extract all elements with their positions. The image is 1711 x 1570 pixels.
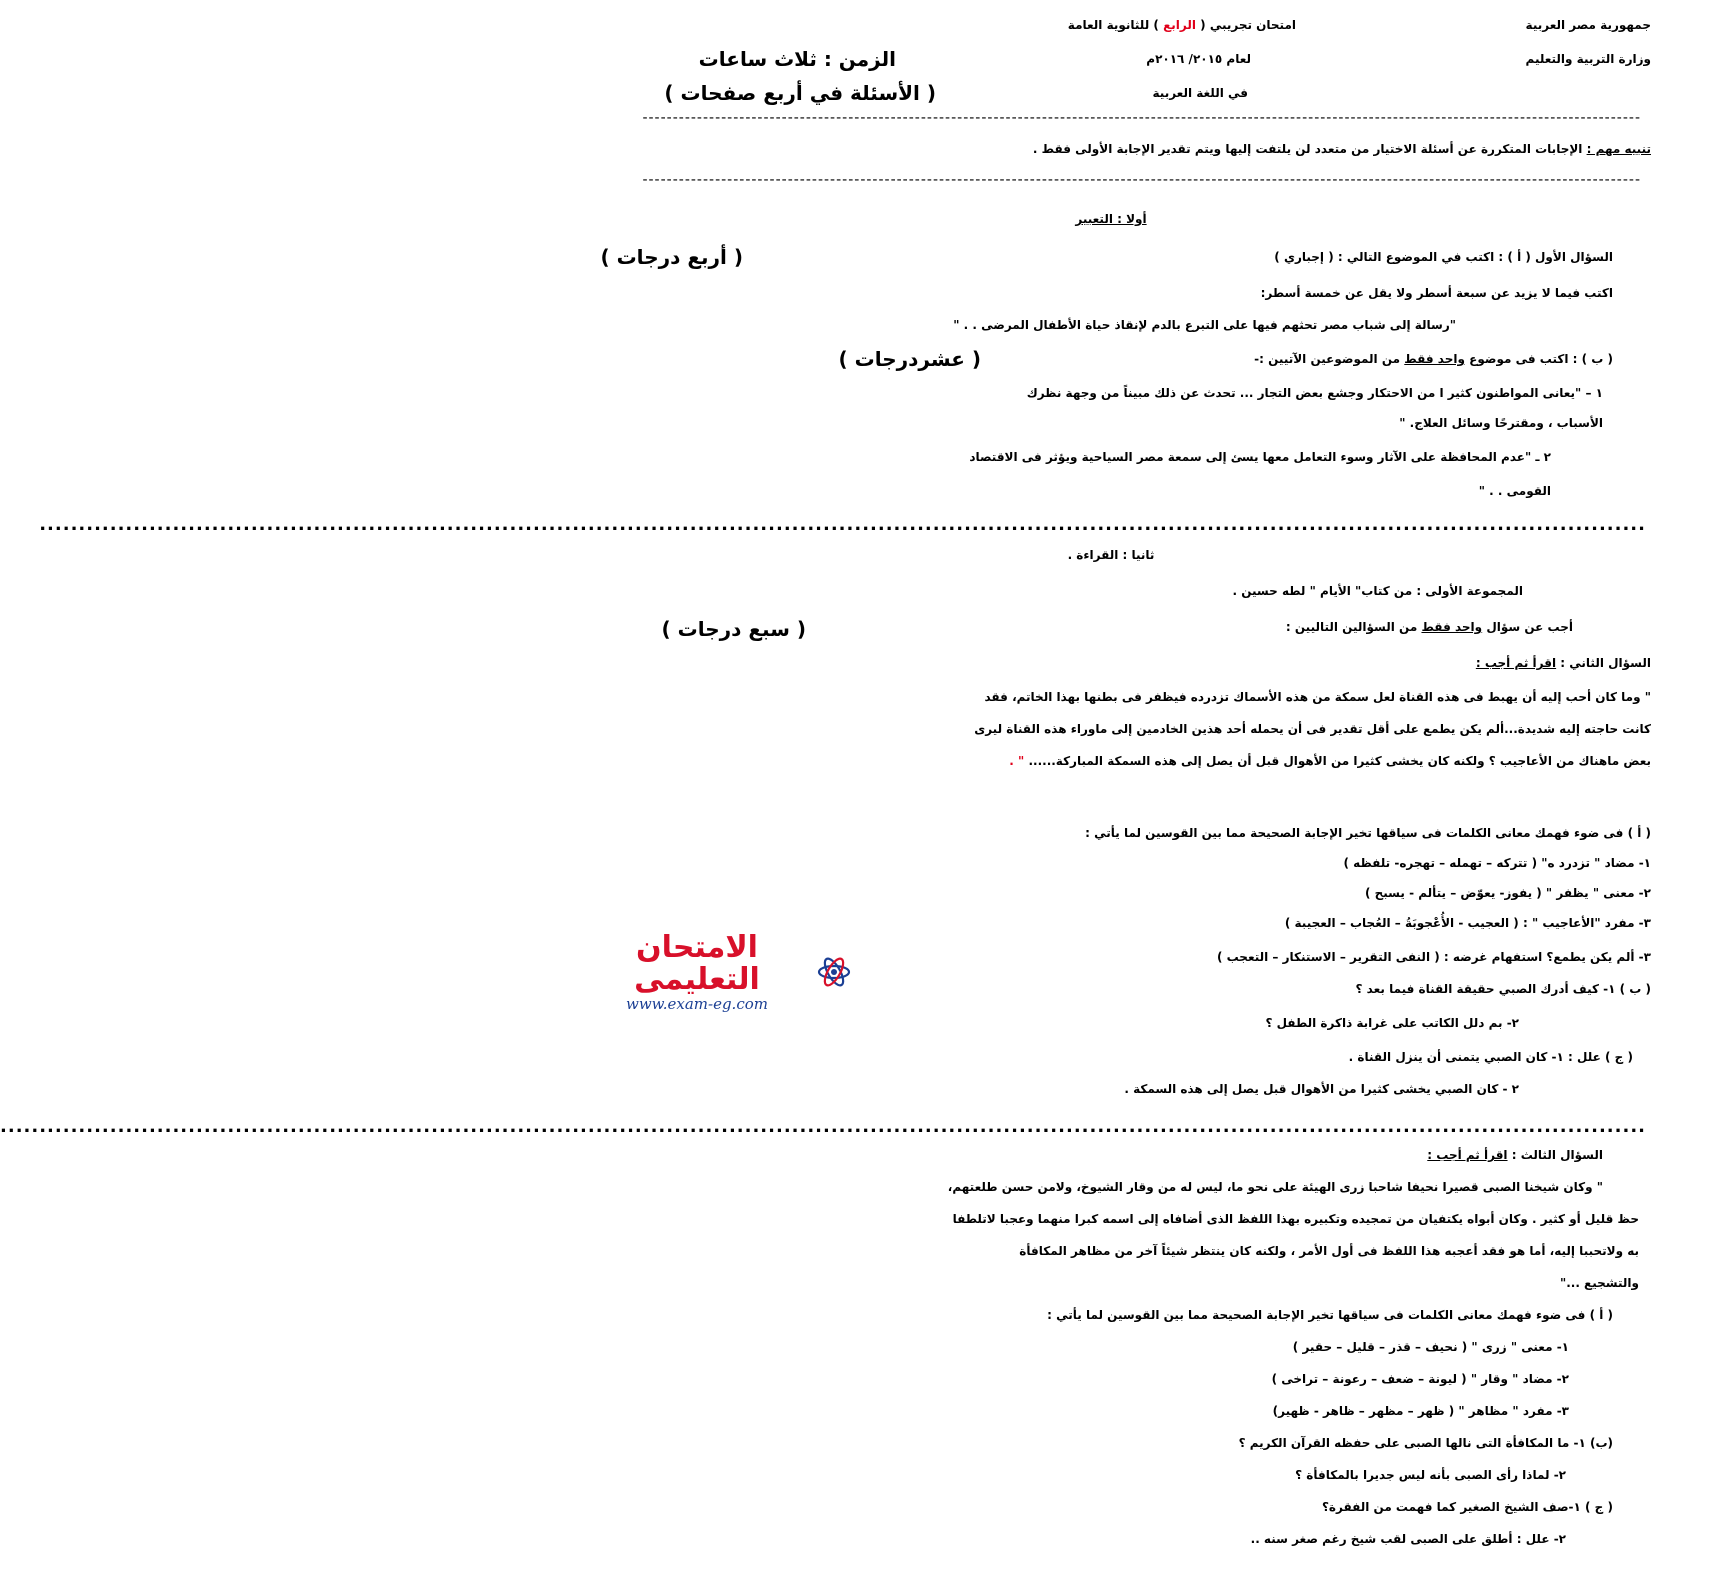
header-subject: في اللغة العربية	[1152, 86, 1248, 100]
logo-arabic: الامتحان التعليمى	[634, 930, 760, 997]
q1b-pre: ( ب ) : اكتب فى موضوع	[1469, 352, 1613, 366]
q3-a: ( أ ) فى ضوء فهمك معانى الكلمات فى سياقها تخير الإجابة الصحيحة مما بين القوسين لما يأتي :	[1047, 1308, 1613, 1322]
q3-passage-line4: والتشجيع ..."	[1559, 1276, 1639, 1290]
q2-passage-line3	[1009, 748, 1651, 774]
section2-title: ثانيا : القراءة .	[1067, 548, 1155, 562]
q1b-underlined: واحد فقط	[1404, 352, 1465, 366]
q1b-heading	[1254, 346, 1613, 372]
q3-instruction: اقرأ ثم أجب :	[1427, 1148, 1508, 1162]
q1b-topic2-line1: ٢ ـ "عدم المحافظة على الآثار وسوء التعامل معها يسئ إلى سمعة مصر السياحية ويؤثر فى الاقتصاد	[969, 450, 1551, 464]
answer-underlined: واحد فقط	[1421, 620, 1483, 634]
site-logo	[579, 932, 851, 1012]
q3-a3: ٣- مفرد " مظاهر " ( ظهر – مظهر – ظاهر - ظهير)	[1272, 1404, 1569, 1418]
q1b-marks: ( عشردرجات )	[838, 347, 981, 371]
q3-b1: (ب) ١- ما المكافأة التى نالها الصبى على حفظه القرآن الكريم ؟	[1238, 1436, 1613, 1450]
header-time: الزمن : ثلاث ساعات	[698, 47, 896, 71]
notice-label: تنبيه مهم :	[1586, 142, 1651, 156]
notice-divider: ---------------------------------------------------------------------------------------------------------------------------------------------------------------------	[642, 172, 1641, 188]
q1-topic: "رسالة إلى شباب مصر تحثهم فيها على التبرع بالدم لإنقاذ حياة الأطفال المرضى . . "	[953, 318, 1456, 332]
q3-passage-line1: " وكان شيخنا الصبى قصيرا نحيفا شاحبا زرى الهيئة على نحو ما، ليس له من وقار الشيوخ، ولامن حسن طلعتهم،	[947, 1180, 1603, 1194]
header-ministry: وزارة التربية والتعليم	[1525, 52, 1651, 66]
logo-text	[579, 932, 815, 1012]
q3-c2: ٢- علل : أطلق على الصبى لقب شيخ رغم صغر سنه ..	[1250, 1532, 1566, 1546]
answer-pre: أجب عن سؤال	[1486, 620, 1573, 634]
header-year: لعام ٢٠١٥/ ٢٠١٦م	[1146, 52, 1251, 66]
q1b-topic1-line2: الأسباب ، ومقترحًا وسائل العلاج. "	[1399, 416, 1603, 430]
q3-a2: ٢- مضاد " وقار " ( ليونة – ضعف – رعونة – تراخى )	[1271, 1372, 1569, 1386]
exam-title-pre: امتحان تجريبي (	[1200, 18, 1296, 32]
q1b-topic1-line1: ١ – "يعانى المواطنون كثير ا من الاحتكار وجشع بعض التجار ... تحدث عن ذلك مبيناً من وجهة نظرك	[1026, 386, 1603, 400]
q3-heading	[1427, 1142, 1603, 1168]
exam-title-post: ) للثانوية العامة	[1067, 18, 1159, 32]
q3-b2: ٢- لماذا رأى الصبى بأنه ليس جديرا بالمكافأة ؟	[1295, 1468, 1566, 1482]
q3-c1: ( ج ) ١-صف الشيخ الصغير كما فهمت من الفقرة؟	[1321, 1500, 1613, 1514]
q3-label: السؤال الثالث :	[1511, 1148, 1603, 1162]
q2-passage-line2: كانت حاجته إليه شديدة...ألم يكن يطمع على أقل تقدير فى أن يحمله أحد هذين الخادمين إلى ماوراء هذه القناة ليرى	[974, 722, 1651, 736]
header-divider: ---------------------------------------------------------------------------------------------------------------------------------------------------------------------	[642, 110, 1641, 126]
important-notice	[1033, 136, 1651, 162]
atom-icon	[817, 952, 851, 992]
exam-title-number: الرابع	[1163, 18, 1196, 32]
q2-c2: ٢ - كان الصبي يخشى كثيرا من الأهوال قبل يصل إلى هذه السمكة .	[1124, 1082, 1519, 1096]
q2-passage-end: " .	[1009, 754, 1025, 768]
q2-a: ( أ ) فى ضوء فهمك معانى الكلمات فى سياقها تخير الإجابة الصحيحة مما بين القوسين لما يأتي :	[1085, 826, 1651, 840]
q1b-topic2-line2: القومى . . "	[1478, 484, 1551, 498]
header-pages: ( الأسئلة في أربع صفحات )	[664, 81, 936, 105]
section2-divider: ..................................................................................................................................................................................................................	[0, 1116, 1646, 1137]
reading-answer-instruction	[1286, 614, 1573, 640]
q3-passage-line3: به ولاتحببا إليه، أما هو فقد أعجبه هذا اللفظ فى أول الأمر ، ولكنه كان ينتظر شيئاً آخر من مظاهر المكافأة	[1019, 1244, 1639, 1258]
q2-a1: ١- مضاد " تزدرد ه" ( تتركه – تهمله – تهجره- تلفظه )	[1343, 856, 1651, 870]
q2-heading	[1476, 650, 1651, 676]
q1-marks: ( أربع درجات )	[600, 245, 743, 269]
reading-marks: ( سبع درجات )	[661, 617, 806, 641]
q2-passage-text: بعض ماهناك من الأعاجيب ؟ ولكنه كان يخشى كثيرا من الأهوال قبل أن يصل إلى هذه السمكة المباركة......	[1028, 754, 1651, 768]
q2-instruction: اقرأ ثم أجب :	[1475, 656, 1557, 670]
header-exam-title	[1068, 12, 1296, 38]
q2-a4: ٣- ألم يكن يطمع؟ استفهام غرضه : ( النفى التقرير – الاستنكار – التعجب )	[1216, 950, 1651, 964]
q1-instruction: اكتب فيما لا يزيد عن سبعة أسطر ولا يقل عن خمسة أسطر:	[1260, 286, 1613, 300]
header-country: جمهورية مصر العربية	[1525, 18, 1651, 32]
section1-divider: .............................................................................................................................................................................................................	[39, 514, 1646, 535]
q3-a1: ١- معنى " زرى " ( نحيف – قذر – قليل – حقير )	[1292, 1340, 1569, 1354]
q1-heading: السؤال الأول ( أ ) : اكتب في الموضوع التالي : ( إجباري )	[1274, 250, 1613, 264]
q2-a3: ٣- مفرد "الأعاجيب " : ( العجيب - الأُعْجوبَةُ – العُجاب – العجيبة )	[1284, 916, 1651, 930]
q3-passage-line2: حظ قليل أو كثير . وكان أبواه يكتفيان من تمجيده وتكبيره بهذا اللفظ الذى أضافاه إلى اسمه كبرا منهما وعجبا لاتلطفا	[952, 1212, 1639, 1226]
q2-passage-line1: " وما كان أحب إليه أن يهبط فى هذه القناة لعل سمكة من هذه الأسماك تزدرده فيظفر فى بطنها بهذا الخاتم، فقد	[984, 690, 1651, 704]
reading-group: المجموعة الأولى : من كتاب" الأيام " لطه حسين .	[1232, 584, 1523, 598]
answer-post: من السؤالين التاليين :	[1285, 620, 1418, 634]
q2-label: السؤال الثاني :	[1560, 656, 1651, 670]
q2-a2: ٢- معنى " يظفر " ( يفوز- يعوّض – يتألم - يسبح )	[1364, 886, 1651, 900]
notice-text: الإجابات المتكررة عن أسئلة الاختيار من متعدد لن يلتفت إليها ويتم تقدير الإجابة الأولى فقط .	[1032, 142, 1583, 156]
q2-c1: ( ج ) علل : ١- كان الصبي يتمنى أن ينزل القناة .	[1348, 1050, 1633, 1064]
section1-title: أولا : التعبير	[1075, 212, 1147, 226]
q2-b2: ٢- بم دلل الكاتب على غرابة ذاكرة الطفل ؟	[1265, 1016, 1519, 1030]
logo-url: www.exam-eg.com	[626, 995, 768, 1013]
q2-b1: ( ب ) ١- كيف أدرك الصبي حقيقة القناة فيما بعد ؟	[1355, 982, 1651, 996]
q1b-post: من الموضوعين الآتيين :-	[1254, 352, 1401, 366]
